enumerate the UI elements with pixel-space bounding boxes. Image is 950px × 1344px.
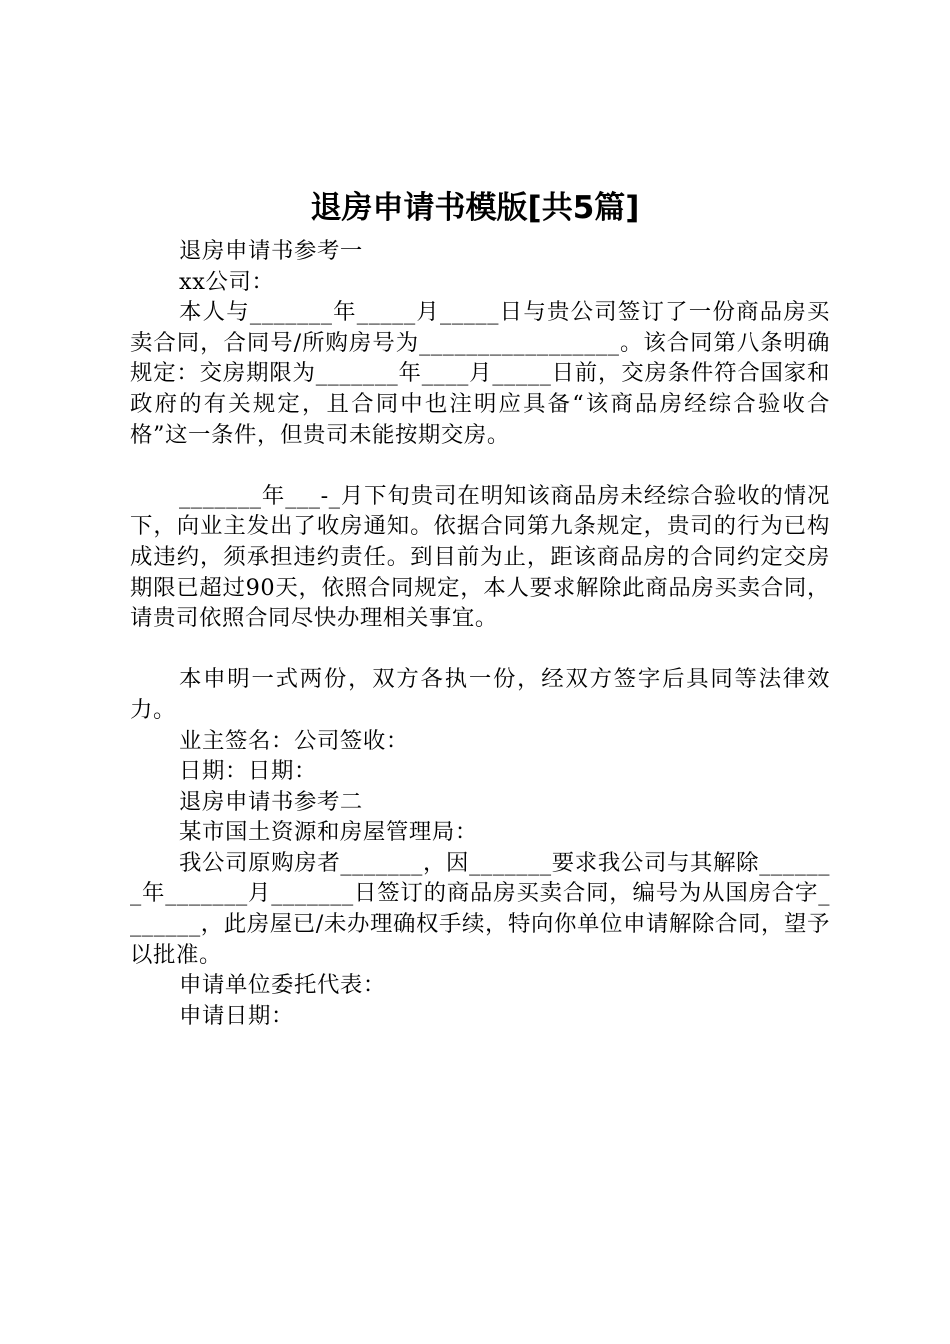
paragraph-copies: 本申明一式两份，双方各执一份，经双方签字后具同等法律效力。 [130, 666, 830, 723]
representative-line: 申请单位委托代表： [179, 972, 386, 999]
signature-line: 业主签名：公司签收： [179, 727, 409, 754]
document-body [130, 236, 830, 1031]
section-heading-1: 退房申请书参考一 [179, 238, 363, 264]
paragraph-spacer [130, 634, 830, 665]
section-heading-2: 退房申请书参考二 [179, 788, 363, 815]
paragraph-contract: 本人与_______年_____月_____日与贵公司签订了一份商品房买卖合同，合同号/所购房号为_________________。该合同第八条明确规定：交房期限为_______年____月_____日前，交房条件符合国家和政府的有关规定，且合同中也注明应具备“该商品房经综合验收合格”这一条件，但贵司未能按期交房。 [130, 299, 830, 448]
paragraph-cancellation: 我公司原购房者_______，因_______要求我公司与其解除_______年_______月_______日签订的商品房买卖合同，编号为从国房合字_______，此房屋已/未办理确权手续，特向你单位申请解除合同，望予以批准。 [130, 849, 830, 968]
document-title: 退房申请书模版[共5篇] [310, 190, 640, 226]
application-date-line: 申请日期： [179, 1002, 294, 1029]
recipient-line-2: 某市国土资源和房屋管理局： [179, 819, 478, 846]
paragraph-spacer [130, 450, 830, 481]
recipient-line: xx公司： [179, 268, 275, 295]
date-line: 日期：日期： [179, 758, 317, 785]
paragraph-breach: _______年___-_月下旬贵司在明知该商品房未经综合验收的情况下，向业主发出了收房通知。依据合同第九条规定，贵司的行为已构成违约，须承担违约责任。到目前为止，距该商品房的合同约定交房期限已超过90天，依照合同规定，本人要求解除此商品房买卖合同，请贵司依照合同尽快办理相关事宜。 [130, 482, 830, 632]
